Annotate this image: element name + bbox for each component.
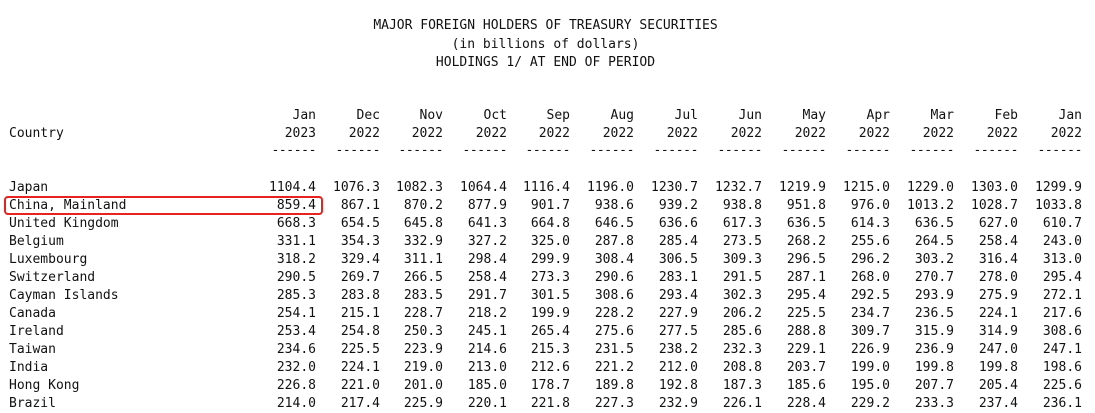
holding-value: 309.7 (850, 324, 890, 339)
holding-value: 227.3 (594, 396, 634, 411)
holding-value: 233.3 (914, 396, 954, 411)
holding-value: 1196.0 (587, 180, 634, 195)
holding-value: 258.4 (467, 270, 507, 285)
column-header-month: Feb (994, 108, 1018, 123)
country-name: Ireland (9, 324, 64, 339)
column-header-year: 2023 (284, 126, 316, 141)
holding-value: 636.5 (786, 216, 826, 231)
column-header-year: 2022 (1050, 126, 1082, 141)
holding-value: 290.5 (276, 270, 316, 285)
holding-value: 214.6 (467, 342, 507, 357)
holding-value: 877.9 (467, 198, 507, 213)
holding-value: 1116.4 (523, 180, 570, 195)
holding-value: 296.5 (786, 252, 826, 267)
holding-value: 253.4 (276, 324, 316, 339)
table-row (0, 215, 1095, 233)
holding-value: 354.3 (340, 234, 380, 249)
country-name: China, Mainland (9, 198, 127, 213)
holding-value: 938.6 (594, 198, 634, 213)
holding-value: 1104.4 (269, 180, 316, 195)
holding-value: 273.3 (530, 270, 570, 285)
column-header-year: 2022 (538, 126, 570, 141)
holding-value: 302.3 (722, 288, 762, 303)
document-subtitle-units: (in billions of dollars) (451, 37, 640, 52)
holding-value: 217.4 (340, 396, 380, 411)
holding-value: 234.6 (276, 342, 316, 357)
country-name: Hong Kong (9, 378, 80, 393)
holding-value: 272.1 (1042, 288, 1082, 303)
holding-value: 277.5 (658, 324, 698, 339)
table-row (0, 251, 1095, 269)
holding-value: 285.3 (276, 288, 316, 303)
table-row (0, 395, 1095, 413)
holding-value: 646.5 (594, 216, 634, 231)
column-header-rule: ------ (1037, 143, 1082, 158)
country-name: Canada (9, 306, 56, 321)
column-header-rule: ------ (335, 143, 380, 158)
holding-value: 285.6 (722, 324, 762, 339)
holding-value: 221.0 (340, 378, 380, 393)
holding-value: 269.7 (340, 270, 380, 285)
holding-value: 236.5 (914, 306, 954, 321)
holding-value: 313.0 (1042, 252, 1082, 267)
holding-value: 976.0 (850, 198, 890, 213)
holding-value: 275.9 (978, 288, 1018, 303)
column-header-month: May (802, 108, 826, 123)
holding-value: 1028.7 (971, 198, 1018, 213)
holding-value: 299.9 (530, 252, 570, 267)
holding-value: 255.6 (850, 234, 890, 249)
holding-value: 226.8 (276, 378, 316, 393)
column-header-month: Sep (546, 108, 570, 123)
holding-value: 314.9 (978, 324, 1018, 339)
column-header-rule: ------ (653, 143, 698, 158)
holding-value: 199.8 (914, 360, 954, 375)
table-row (0, 197, 1095, 215)
table-row (0, 233, 1095, 251)
holding-value: 220.1 (467, 396, 507, 411)
table-row (0, 341, 1095, 359)
holding-value: 636.6 (658, 216, 698, 231)
holding-value: 293.9 (914, 288, 954, 303)
column-header-rule: ------ (845, 143, 890, 158)
column-header-rule: ------ (398, 143, 443, 158)
column-header-month: Jan (1058, 108, 1082, 123)
holding-value: 654.5 (340, 216, 380, 231)
holding-value: 198.6 (1042, 360, 1082, 375)
holding-value: 329.4 (340, 252, 380, 267)
holding-value: 178.7 (530, 378, 570, 393)
country-column-header: Country (9, 126, 64, 141)
holding-value: 870.2 (403, 198, 443, 213)
holding-value: 224.1 (978, 306, 1018, 321)
holding-value: 225.9 (403, 396, 443, 411)
holding-value: 206.2 (722, 306, 762, 321)
holding-value: 664.8 (530, 216, 570, 231)
holding-value: 243.0 (1042, 234, 1082, 249)
holding-value: 331.1 (276, 234, 316, 249)
table-row (0, 323, 1095, 341)
holding-value: 229.1 (786, 342, 826, 357)
document-subtitle-period: HOLDINGS 1/ AT END OF PERIOD (435, 55, 656, 70)
holding-value: 325.0 (530, 234, 570, 249)
holding-value: 641.3 (467, 216, 507, 231)
holding-value: 867.1 (340, 198, 380, 213)
holding-value: 332.9 (403, 234, 443, 249)
holding-value: 208.8 (722, 360, 762, 375)
holding-value: 316.4 (978, 252, 1018, 267)
holding-value: 201.0 (403, 378, 443, 393)
holding-value: 195.0 (850, 378, 890, 393)
holding-value: 215.3 (530, 342, 570, 357)
holding-value: 225.6 (1042, 378, 1082, 393)
holding-value: 308.4 (594, 252, 634, 267)
holding-value: 617.3 (722, 216, 762, 231)
holding-value: 237.4 (978, 396, 1018, 411)
holding-value: 1076.3 (333, 180, 380, 195)
holding-value: 298.4 (467, 252, 507, 267)
holding-value: 315.9 (914, 324, 954, 339)
holding-value: 270.7 (914, 270, 954, 285)
holding-value: 229.2 (850, 396, 890, 411)
holding-value: 901.7 (530, 198, 570, 213)
holding-value: 1064.4 (460, 180, 507, 195)
country-name: Taiwan (9, 342, 56, 357)
country-name: Switzerland (9, 270, 96, 285)
holding-value: 221.8 (530, 396, 570, 411)
holding-value: 295.4 (1042, 270, 1082, 285)
holding-value: 221.2 (594, 360, 634, 375)
holding-value: 205.4 (978, 378, 1018, 393)
holding-value: 199.0 (850, 360, 890, 375)
holding-value: 236.9 (914, 342, 954, 357)
holding-value: 268.2 (786, 234, 826, 249)
holding-value: 1013.2 (907, 198, 954, 213)
holding-value: 232.0 (276, 360, 316, 375)
holding-value: 245.1 (467, 324, 507, 339)
column-header-year: 2022 (475, 126, 507, 141)
holding-value: 636.5 (914, 216, 954, 231)
country-name: Japan (9, 180, 49, 195)
holding-value: 327.2 (467, 234, 507, 249)
column-header-year: 2022 (794, 126, 826, 141)
holding-value: 224.1 (340, 360, 380, 375)
column-header-month: Dec (356, 108, 380, 123)
document-title: MAJOR FOREIGN HOLDERS OF TREASURY SECURITIES (373, 18, 718, 33)
holding-value: 199.9 (530, 306, 570, 321)
holding-value: 264.5 (914, 234, 954, 249)
holding-value: 859.4 (276, 198, 316, 213)
column-header-rule: ------ (525, 143, 570, 158)
holding-value: 217.6 (1042, 306, 1082, 321)
holding-value: 185.6 (786, 378, 826, 393)
column-header-rule: ------ (781, 143, 826, 158)
holding-value: 225.5 (786, 306, 826, 321)
holding-value: 273.5 (722, 234, 762, 249)
column-header-year: 2022 (986, 126, 1018, 141)
holding-value: 185.0 (467, 378, 507, 393)
holding-value: 1215.0 (843, 180, 890, 195)
column-header-month: Jun (738, 108, 762, 123)
table-row (0, 179, 1095, 197)
holding-value: 187.3 (722, 378, 762, 393)
holding-value: 250.3 (403, 324, 443, 339)
holding-value: 1230.7 (651, 180, 698, 195)
holding-value: 226.1 (722, 396, 762, 411)
holding-value: 227.9 (658, 306, 698, 321)
holding-value: 288.8 (786, 324, 826, 339)
holding-value: 207.7 (914, 378, 954, 393)
column-header-year: 2022 (730, 126, 762, 141)
holding-value: 231.5 (594, 342, 634, 357)
table-row (0, 305, 1095, 323)
holding-value: 212.0 (658, 360, 698, 375)
holding-value: 219.0 (403, 360, 443, 375)
holding-value: 228.7 (403, 306, 443, 321)
holding-value: 938.8 (722, 198, 762, 213)
column-header-month: Nov (419, 108, 443, 123)
holding-value: 303.2 (914, 252, 954, 267)
column-header-rule: ------ (909, 143, 954, 158)
country-name: Brazil (9, 396, 56, 411)
holding-value: 1232.7 (715, 180, 762, 195)
holding-value: 668.3 (276, 216, 316, 231)
holding-value: 293.4 (658, 288, 698, 303)
holding-value: 1219.9 (779, 180, 826, 195)
holding-value: 278.0 (978, 270, 1018, 285)
holding-value: 309.3 (722, 252, 762, 267)
holding-value: 645.8 (403, 216, 443, 231)
column-header-year: 2022 (858, 126, 890, 141)
holding-value: 212.6 (530, 360, 570, 375)
table-row (0, 377, 1095, 395)
country-name: Belgium (9, 234, 64, 249)
column-header-rule: ------ (973, 143, 1018, 158)
holding-value: 228.4 (786, 396, 826, 411)
holding-value: 234.7 (850, 306, 890, 321)
holding-value: 226.9 (850, 342, 890, 357)
column-header-rule: ------ (717, 143, 762, 158)
holding-value: 308.6 (594, 288, 634, 303)
holding-value: 203.7 (786, 360, 826, 375)
holding-value: 291.7 (467, 288, 507, 303)
holding-value: 287.1 (786, 270, 826, 285)
holding-value: 290.6 (594, 270, 634, 285)
holding-value: 308.6 (1042, 324, 1082, 339)
holding-value: 285.4 (658, 234, 698, 249)
holding-value: 213.0 (467, 360, 507, 375)
column-header-rule: ------ (589, 143, 634, 158)
column-header-month: Jul (674, 108, 698, 123)
holding-value: 939.2 (658, 198, 698, 213)
table-row (0, 287, 1095, 305)
holding-value: 218.2 (467, 306, 507, 321)
column-header-month: Jan (292, 108, 316, 123)
holding-value: 1299.9 (1035, 180, 1082, 195)
holding-value: 232.3 (722, 342, 762, 357)
column-header-year: 2022 (348, 126, 380, 141)
holding-value: 199.8 (978, 360, 1018, 375)
column-header-month: Aug (610, 108, 634, 123)
holding-value: 268.0 (850, 270, 890, 285)
column-header-month: Apr (866, 108, 890, 123)
holding-value: 1082.3 (396, 180, 443, 195)
holding-value: 247.0 (978, 342, 1018, 357)
holding-value: 311.1 (403, 252, 443, 267)
holding-value: 275.6 (594, 324, 634, 339)
holding-value: 283.8 (340, 288, 380, 303)
holding-value: 296.2 (850, 252, 890, 267)
holding-value: 225.5 (340, 342, 380, 357)
holding-value: 247.1 (1042, 342, 1082, 357)
holding-value: 318.2 (276, 252, 316, 267)
holding-value: 254.8 (340, 324, 380, 339)
column-header-rule: ------ (462, 143, 507, 158)
column-header-month: Oct (483, 108, 507, 123)
holding-value: 951.8 (786, 198, 826, 213)
country-name: India (9, 360, 49, 375)
column-header-rule: ------ (271, 143, 316, 158)
holding-value: 189.8 (594, 378, 634, 393)
holding-value: 287.8 (594, 234, 634, 249)
holding-value: 228.2 (594, 306, 634, 321)
holding-value: 292.5 (850, 288, 890, 303)
holding-value: 1033.8 (1035, 198, 1082, 213)
holding-value: 1303.0 (971, 180, 1018, 195)
column-header-month: Mar (930, 108, 954, 123)
column-header-year: 2022 (922, 126, 954, 141)
holding-value: 265.4 (530, 324, 570, 339)
holding-value: 627.0 (978, 216, 1018, 231)
holding-value: 258.4 (978, 234, 1018, 249)
table-row (0, 359, 1095, 377)
column-header-year: 2022 (411, 126, 443, 141)
holding-value: 192.8 (658, 378, 698, 393)
holding-value: 295.4 (786, 288, 826, 303)
column-header-year: 2022 (666, 126, 698, 141)
holding-value: 214.0 (276, 396, 316, 411)
holding-value: 614.3 (850, 216, 890, 231)
country-name: Luxembourg (9, 252, 88, 267)
holding-value: 232.9 (658, 396, 698, 411)
holding-value: 236.1 (1042, 396, 1082, 411)
country-name: Cayman Islands (9, 288, 119, 303)
holding-value: 306.5 (658, 252, 698, 267)
holding-value: 238.2 (658, 342, 698, 357)
holding-value: 291.5 (722, 270, 762, 285)
holding-value: 283.1 (658, 270, 698, 285)
holding-value: 610.7 (1042, 216, 1082, 231)
holding-value: 301.5 (530, 288, 570, 303)
column-header-year: 2022 (602, 126, 634, 141)
country-name: United Kingdom (9, 216, 119, 231)
table-row (0, 269, 1095, 287)
holding-value: 223.9 (403, 342, 443, 357)
holding-value: 215.1 (340, 306, 380, 321)
holding-value: 1229.0 (907, 180, 954, 195)
holding-value: 254.1 (276, 306, 316, 321)
holding-value: 266.5 (403, 270, 443, 285)
holding-value: 283.5 (403, 288, 443, 303)
